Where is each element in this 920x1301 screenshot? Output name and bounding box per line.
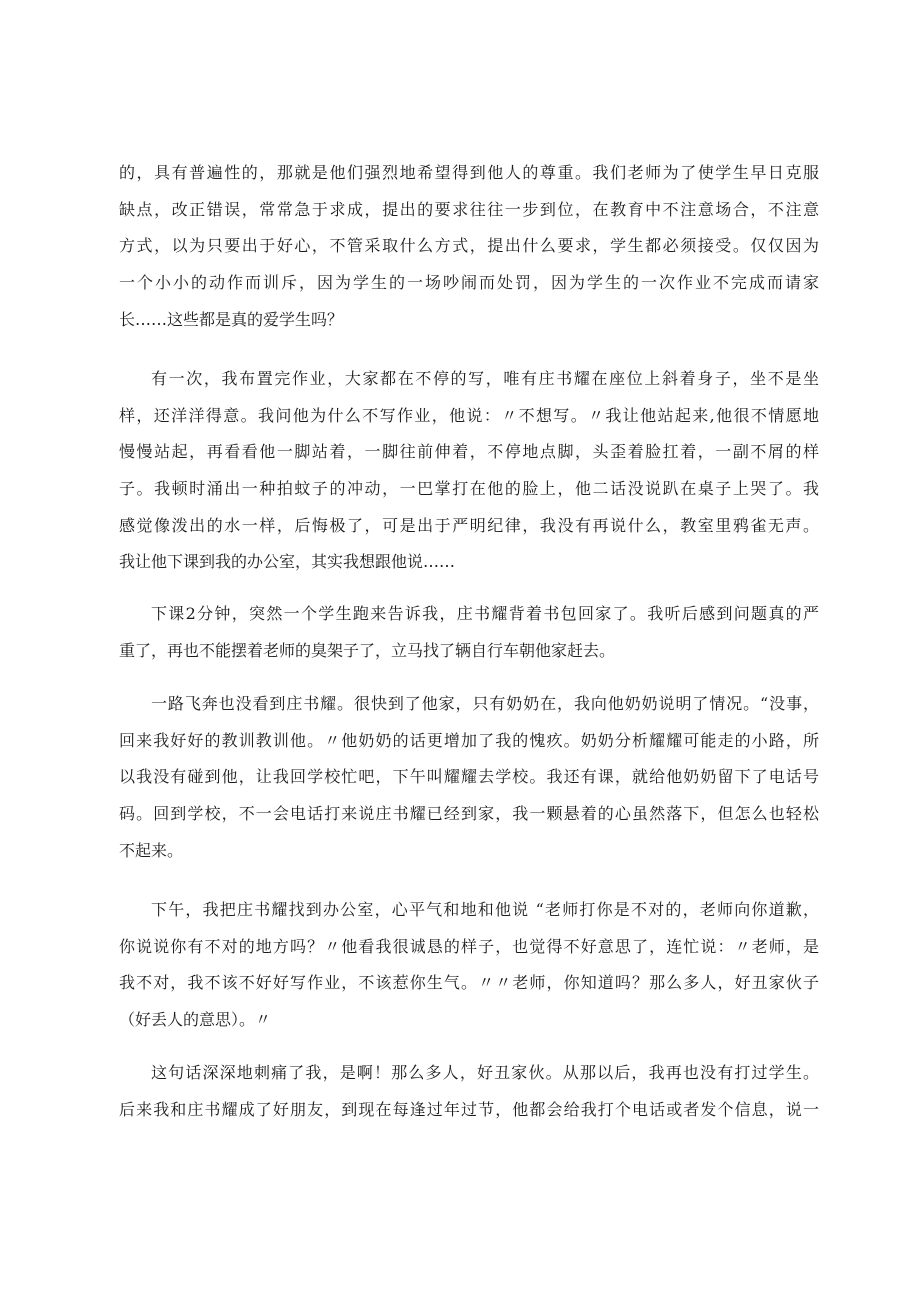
paragraph-2-line-2: 样，还洋洋得意。我问他为什么不写作业，他说：〃不想写。〃我让他站起来,他很不情愿地	[119, 405, 819, 425]
paragraph-2-line-3: 慢慢站起，再看看他一脚站着，一脚往前伸着，不停地点脚，头歪着脸扛着，一副不屑的样	[119, 442, 819, 462]
paragraph-3-line-2: 重了，再也不能摆着老师的臭架子了，立马找了辆自行车朝他家赶去。	[119, 640, 616, 660]
paragraph-4-line-5: 不起来。	[119, 840, 184, 860]
paragraph-2-line-5: 感觉像泼出的水一样，后悔极了，可是出于严明纪律，我没有再说什么，教室里鸦雀无声。	[119, 515, 819, 535]
paragraph-6-line-1: 这句话深深地刺痛了我，是啊！那么多人，好丑家伙。从那以后，我再也没有打过学生。	[151, 1063, 819, 1082]
paragraph-4	[119, 686, 819, 869]
paragraph-1-line-3: 方式，以为只要出于好心，不管采取什么方式，提出什么要求，学生都必须接受。仅仅因为	[119, 236, 819, 256]
paragraph-1-line-2: 缺点，改正错误，常常急于求成，提出的要求往往一步到位，在教育中不注意场合，不注意	[119, 199, 819, 219]
paragraph-1-line-1: 的，具有普遍性的，那就是他们强烈地希望得到他人的尊重。我们老师为了使学生早日克服	[119, 163, 819, 182]
paragraph-2-line-6: 我让他下课到我的办公室，其实我想跟他说……	[119, 552, 456, 572]
paragraph-1-line-4: 一个小小的动作而训斥，因为学生的一场吵闹而处罚，因为学生的一次作业不完成而请家	[119, 273, 819, 293]
paragraph-3-line-1: 下课2分钟，突然一个学生跑来告诉我，庄书耀背着书包回家了。我听后感到问题真的严	[151, 604, 819, 623]
paragraph-2	[119, 361, 819, 581]
paragraph-4-line-1: 一路飞奔也没看到庄书耀。很快到了他家，只有奶奶在，我向他奶奶说明了情况。“没事，	[151, 694, 819, 713]
paragraph-5-line-2: 你说说你有不对的地方吗？〃他看我很诚恳的样子，也觉得不好意思了，连忙说：〃老师，是	[119, 936, 819, 956]
paragraph-4-line-4: 码。回到学校，不一会电话打来说庄书耀已经到家，我一颗悬着的心虽然落下，但怎么也轻松	[119, 804, 819, 824]
paragraph-5	[119, 892, 819, 1039]
paragraph-5-line-3: 我不对，我不该不好好写作业，不该惹你生气。〃〃老师，你知道吗？那么多人，好丑家伙子	[119, 973, 819, 993]
paragraph-4-line-3: 以我没有碰到他，让我回学校忙吧，下午叫耀耀去学校。我还有课，就给他奶奶留下了电话号	[119, 767, 819, 787]
paragraph-4-line-2: 回来我好好的教训教训他。〃他奶奶的话更增加了我的愧疚。奶奶分析耀耀可能走的小路，所	[119, 730, 819, 750]
paragraph-6	[119, 1055, 819, 1128]
paragraph-2-line-4: 子。我顿时涌出一种拍蚊子的冲动，一巴掌打在他的脸上，他二话没说趴在桌子上哭了。我	[119, 479, 819, 499]
paragraph-1-line-5: 长……这些都是真的爱学生吗？	[119, 309, 344, 329]
paragraph-1	[119, 155, 819, 338]
paragraph-3	[119, 596, 819, 669]
paragraph-5-line-1: 下午，我把庄书耀找到办公室，心平气和地和他说 “老师打你是不对的，老师向你道歉，	[151, 900, 819, 919]
paragraph-5-line-4: （好丢人的意思）。〃	[119, 1010, 272, 1030]
paragraph-2-line-1: 有一次，我布置完作业，大家都在不停的写，唯有庄书耀在座位上斜着身子，坐不是坐	[151, 369, 819, 388]
paragraph-6-line-2: 后来我和庄书耀成了好朋友，到现在每逢过年过节，他都会给我打个电话或者发个信息，说一	[119, 1099, 819, 1119]
